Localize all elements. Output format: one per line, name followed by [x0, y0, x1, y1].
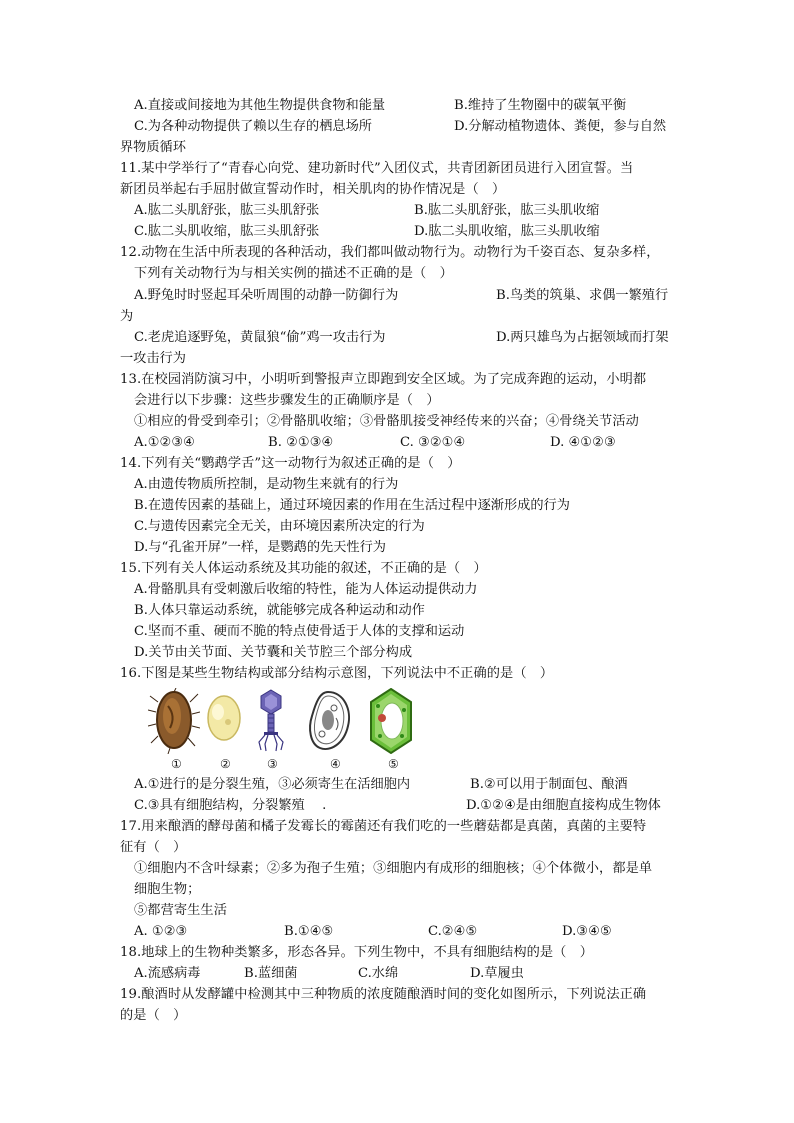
q11-stem-line2: 新团员举起右手屈肘做宣誓动作时，相关肌肉的协作情况是（ ） — [120, 182, 506, 197]
q12-option-d-cont: 一攻击行为 — [120, 351, 186, 366]
figure-label-3: ③ — [267, 757, 278, 771]
q18-option-b: B.蓝细菌 — [244, 966, 298, 981]
q11-option-d: D.肱二头肌收缩，肱三头肌收缩 — [414, 224, 600, 239]
q12-option-c: C.老虎追逐野兔，黄鼠狼“偷”鸡一攻击行为 — [134, 330, 386, 345]
q17-stem-line3: ①细胞内不含叶绿素；②多为孢子生殖；③细胞内有成形的细胞核；④个体微小，都是单 — [134, 861, 653, 876]
plant-cell-figure — [368, 688, 414, 754]
q14-option-c: C.与遗传因素完全无关，由环境因素所决定的行为 — [134, 519, 425, 534]
q17-option-d: D.③④⑤ — [562, 924, 612, 939]
q18-option-d: D.草履虫 — [470, 966, 524, 981]
q14-option-d: D.与“孔雀开屏”一样，是鹦鹉的先天性行为 — [134, 540, 386, 555]
q11-option-c: C.肱二头肌收缩，肱三头肌舒张 — [134, 224, 320, 239]
bacteriophage-figure — [256, 688, 286, 754]
q10-option-d-cont: 界物质循环 — [120, 140, 186, 155]
figure-label-1: ① — [171, 757, 182, 771]
yeast-figure — [204, 688, 244, 754]
q10-option-d: D.分解动植物遗体、粪便，参与自然 — [454, 119, 667, 134]
q10-option-b: B.维持了生物圈中的碳氧平衡 — [454, 98, 627, 113]
bacterium-figure — [148, 688, 200, 754]
q16-option-b: B.②可以用于制面包、酿酒 — [470, 777, 628, 792]
q13-stem-line2: 会进行以下步骤：这些步骤发生的正确顺序是（ ） — [134, 393, 440, 408]
q17-stem-line4: 细胞生物； — [134, 882, 201, 897]
q11-option-b: B.肱二头肌舒张，肱三头肌收缩 — [414, 203, 600, 218]
q15-option-b: B.人体只靠运动系统，就能够完成各种运动和动作 — [134, 603, 425, 618]
q13-stem-line3: ①相应的骨受到牵引；②骨骼肌收缩；③骨骼肌接受神经传来的兴奋；④骨绕关节活动 — [134, 414, 639, 429]
q17-stem-line1: 17.用来酿酒的酵母菌和橘子发霉长的霉菌还有我们吃的一些蘑菇都是真菌，真菌的主要特 — [120, 819, 647, 834]
q10-option-c: C.为各种动物提供了赖以生存的栖息场所 — [134, 119, 372, 134]
q12-option-b-cont: 为 — [120, 309, 134, 324]
figure-label-2: ② — [220, 757, 231, 771]
q12-stem-line2: 下列有关动物行为与相关实例的描述不正确的是（ ） — [134, 266, 453, 281]
q17-option-c: C.②④⑤ — [428, 924, 478, 939]
figure-label-4: ④ — [330, 757, 341, 771]
q16-option-d: D.①②④是由细胞直接构成生物体 — [466, 798, 661, 813]
q12-option-a: A.野兔时时竖起耳朵听周围的动静一防御行为 — [134, 288, 399, 303]
q15-stem: 15.下列有关人体运动系统及其功能的叙述，不正确的是（ ） — [120, 561, 487, 576]
q18-option-a: A.流感病毒 — [134, 966, 201, 981]
q19-stem-line1: 19.酿酒时从发酵罐中检测其中三种物质的浓度随酿酒时间的变化如图所示，下列说法正确 — [120, 987, 647, 1002]
q12-option-b: B.鸟类的筑巢、求偶一繁殖行 — [496, 288, 669, 303]
q13-option-b: B. ②①③④ — [268, 435, 334, 450]
q13-option-d: D. ④①②③ — [550, 435, 616, 450]
q13-option-c: C. ③②①④ — [400, 435, 466, 450]
paramecium-figure — [306, 688, 354, 754]
q18-option-c: C.水绵 — [358, 966, 399, 981]
q17-option-b: B.①④⑤ — [284, 924, 334, 939]
q17-option-a: A. ①②③ — [134, 924, 188, 939]
q19-stem-line2: 的是（ ） — [120, 1008, 187, 1023]
q10-option-a: A.直接或间接地为其他生物提供食物和能量 — [134, 98, 386, 113]
q17-stem-line5: ⑤都营寄生生活 — [134, 903, 228, 918]
q15-option-d: D.关节由关节面、关节囊和关节腔三个部分构成 — [134, 645, 413, 660]
q12-option-d: D.两只雄鸟为占据领域而打架 — [496, 330, 669, 345]
q11-stem-line1: 11.某中学举行了“青春心向党、建功新时代”入团仪式，共青团新团员进行入团宣誓。当 — [120, 161, 634, 176]
q16-option-a: A.①进行的是分裂生殖，③必须寄生在活细胞内 — [134, 777, 411, 792]
figure-label-5: ⑤ — [388, 757, 399, 771]
q15-option-c: C.坚而不重、硬而不脆的特点使骨适于人体的支撑和运动 — [134, 624, 465, 639]
q13-stem-line1: 13.在校园消防演习中，小明听到警报声立即跑到安全区域。为了完成奔跑的运动，小明都 — [120, 372, 647, 387]
q12-stem-line1: 12.动物在生活中所表现的各种活动，我们都叫做动物行为。动物行为千姿百态、复杂多样， — [120, 245, 660, 260]
q16-stem: 16.下图是某些生物结构或部分结构示意图，下列说法中不正确的是（ ） — [120, 666, 554, 681]
q17-stem-line2: 征有（ ） — [120, 840, 187, 855]
q15-option-a: A.骨骼肌具有受刺激后收缩的特性，能为人体运动提供动力 — [134, 582, 478, 597]
q11-option-a: A.肱二头肌舒张，肱三头肌舒张 — [134, 203, 320, 218]
q13-option-a: A.①②③④ — [134, 435, 196, 450]
q18-stem: 18.地球上的生物种类繁多，形态各异。下列生物中，不具有细胞结构的是（ ） — [120, 945, 594, 960]
q14-option-a: A.由遗传物质所控制，是动物生来就有的行为 — [134, 477, 399, 492]
q16-option-c: C.③具有细胞结构，分裂繁殖 . — [134, 798, 327, 813]
q16-figure-row — [148, 688, 418, 754]
q14-option-b: B.在遗传因素的基础上，通过环境因素的作用在生活过程中逐渐形成的行为 — [134, 498, 570, 513]
q14-stem: 14.下列有关“鹦鹉学舌”这一动物行为叙述正确的是（ ） — [120, 456, 461, 471]
